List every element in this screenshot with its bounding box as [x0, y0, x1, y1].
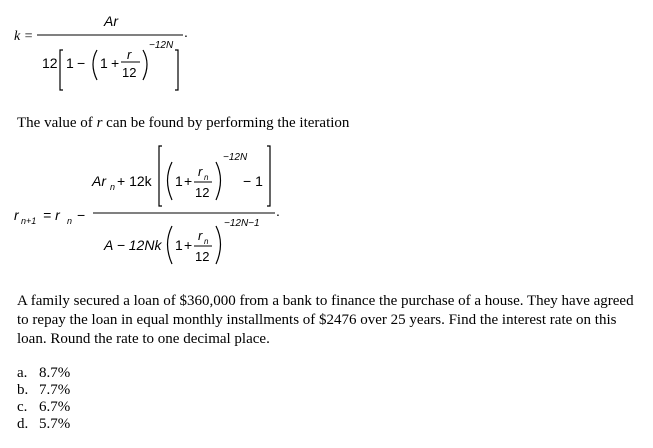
iteration-num-plus-12k: + 12k	[117, 173, 152, 189]
choice-b[interactable]	[17, 382, 70, 399]
choice-letter: a.	[17, 365, 28, 381]
iteration-den-frac-num: r	[198, 228, 203, 243]
iteration-equals: = r	[43, 207, 60, 223]
formula-k-frac-num: r	[127, 47, 132, 62]
choice-a[interactable]	[17, 365, 70, 382]
iteration-num-left-paren	[168, 162, 173, 200]
formula-k-numerator: Ar	[104, 13, 118, 29]
iteration-num-tail: − 1	[243, 173, 263, 189]
iteration-end: .	[276, 203, 280, 219]
iteration-num-plus: +	[184, 173, 193, 189]
formula-k-den-coef: 12	[42, 55, 58, 71]
iteration-den-frac-den: 12	[195, 249, 210, 264]
choice-c[interactable]	[17, 399, 70, 416]
iteration-minus: −	[77, 207, 86, 223]
iteration-den-one: 1	[175, 237, 183, 253]
iteration-num-frac-num-sub: n	[204, 173, 209, 182]
iteration-lhs: r	[14, 207, 19, 223]
iteration-den-left-paren	[168, 226, 173, 264]
iteration-lhs-sub: n+1	[21, 216, 37, 226]
iteration-num-frac-num: r	[198, 164, 203, 179]
answer-choices	[17, 365, 70, 433]
formula-k-minus: −	[77, 55, 86, 71]
iteration-den-plus: +	[184, 237, 193, 253]
formula-k-end: .	[184, 24, 188, 40]
iteration-num-A: Ar	[92, 173, 106, 189]
choice-value: 8.7%	[39, 365, 71, 381]
iteration-num-exponent: −12N	[223, 152, 248, 163]
formula-k-lhs: k =	[14, 29, 34, 44]
iteration-den-exponent: −12N−1	[224, 218, 260, 229]
choice-d[interactable]	[17, 416, 70, 433]
iteration-den-right-paren	[216, 226, 221, 264]
formula-k-paren-one: 1	[100, 55, 108, 71]
iteration-den-lead: A − 12Nk	[104, 237, 162, 253]
choice-letter: b.	[17, 382, 29, 398]
formula-k-frac-den: 12	[122, 65, 137, 80]
iteration-num-one: 1	[175, 173, 183, 189]
iteration-rhs-sub: n	[67, 216, 73, 226]
intro-after: can be found by performing the iteration	[102, 115, 350, 131]
formula-k-one: 1	[66, 55, 74, 71]
formula-k-plus: +	[111, 55, 120, 71]
problem-statement: A family secured a loan of $360,000 from a bank to finance the purchase of a house. They have agreed to repay the loan in equal monthly installments of $2476 over 25 years. Find the interest rate on this loan. Round the rate to one decimal place.	[17, 293, 634, 347]
choice-letter: c.	[17, 399, 28, 415]
intro-before: The value of	[17, 115, 97, 131]
choice-value: 7.7%	[39, 382, 71, 398]
formula-k-exponent: −12N	[149, 40, 174, 51]
iteration-num-right-paren	[216, 162, 221, 200]
iteration-num-A-sub: n	[110, 182, 116, 192]
iteration-den-frac-num-sub: n	[204, 237, 209, 246]
intro-var: r	[96, 115, 103, 131]
iteration-num-left-bracket	[159, 146, 162, 206]
choice-letter: d.	[17, 416, 29, 432]
choice-value: 5.7%	[39, 416, 71, 432]
iteration-num-right-bracket	[267, 146, 270, 206]
iteration-num-frac-den: 12	[195, 185, 210, 200]
choice-value: 6.7%	[39, 399, 71, 415]
